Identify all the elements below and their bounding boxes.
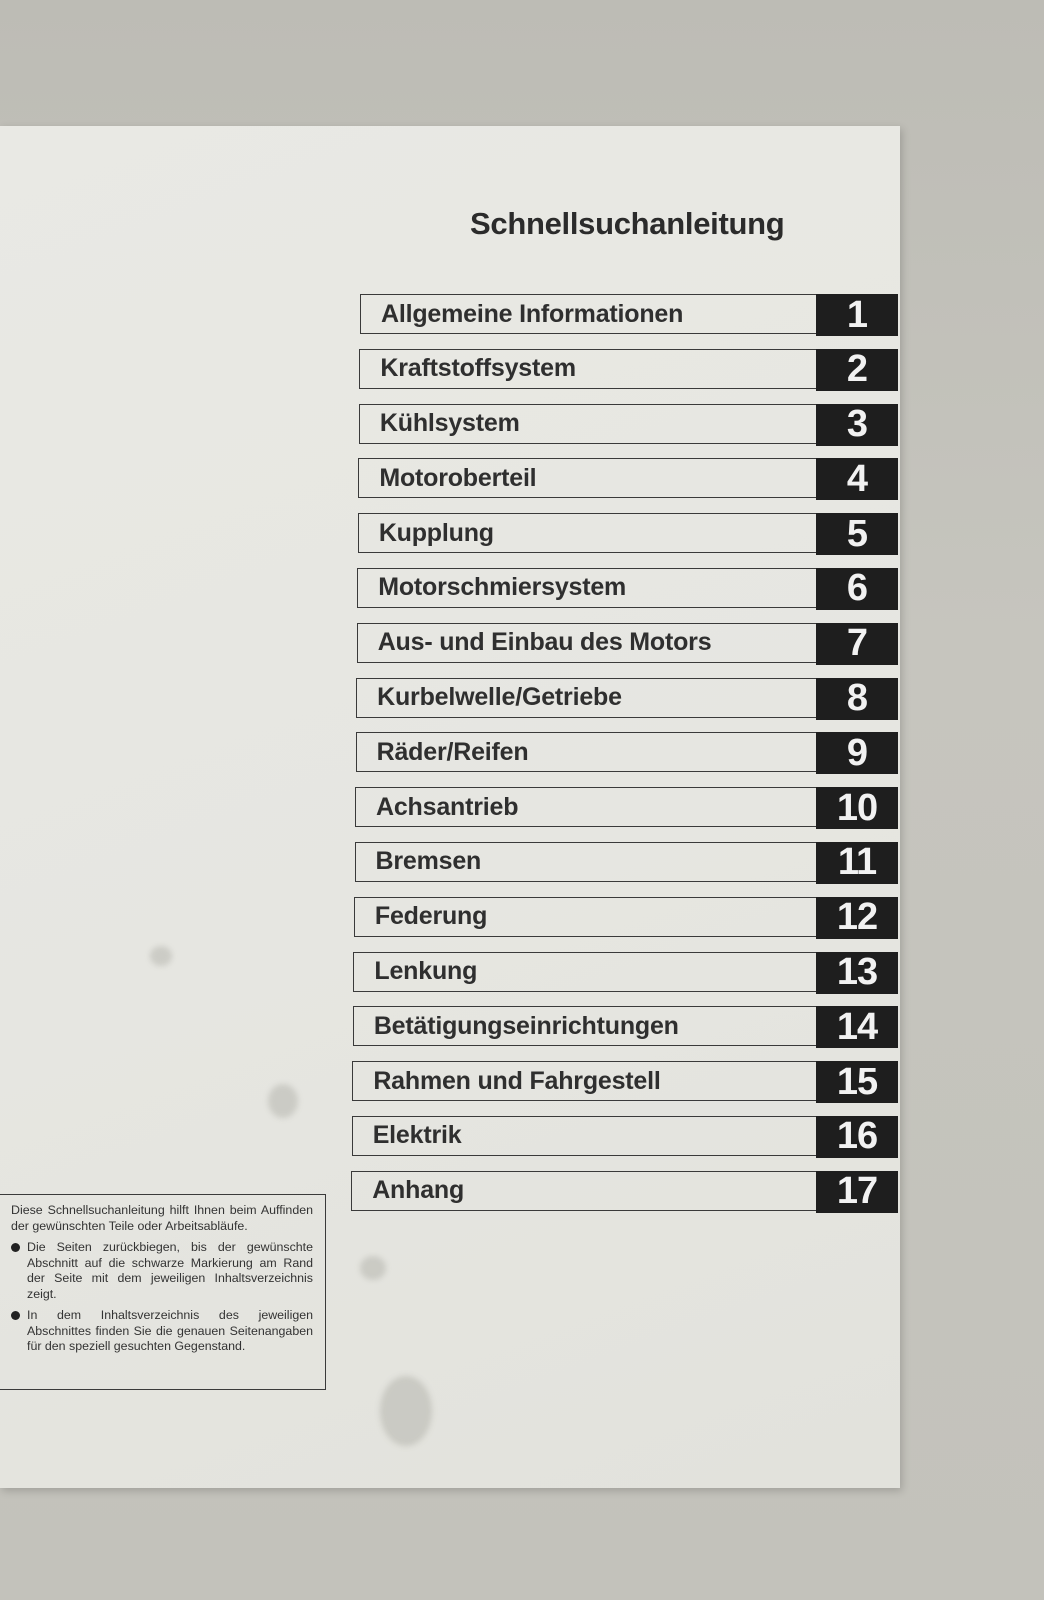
section-row [355, 842, 899, 882]
section-label: Räder/Reifen [376, 737, 529, 766]
section-row [354, 897, 898, 937]
section-index [360, 294, 898, 1226]
section-row [353, 952, 898, 992]
section-number-tab: 17 [816, 1171, 898, 1213]
section-label: Bremsen [375, 847, 482, 876]
section-row [351, 1171, 898, 1211]
page-smudge [268, 1084, 298, 1118]
section-row [357, 568, 898, 608]
section-row [358, 513, 898, 553]
section-row [359, 404, 898, 444]
section-number-tab: 2 [816, 349, 898, 391]
section-number-tab: 14 [816, 1006, 898, 1048]
note-bullet-item [11, 1240, 313, 1302]
section-label: Achsantrieb [376, 792, 519, 821]
section-label: Betätigungseinrichtungen [373, 1011, 679, 1040]
section-label: Kurbelwelle/Getriebe [377, 683, 622, 712]
section-label: Motorschmiersystem [378, 573, 627, 602]
bullet-icon [11, 1311, 20, 1320]
section-row [353, 1006, 898, 1046]
note-bullet-text: In dem Inhaltsverzeichnis des jeweiligen Abschnittes finden Sie die genauen Seitenangaben für den speziell gesuchten Gegenstand. [27, 1308, 313, 1353]
section-number-tab: 4 [816, 458, 898, 500]
note-bullets [11, 1240, 313, 1355]
section-number-tab: 10 [816, 787, 898, 829]
section-label: Kraftstoffsystem [380, 354, 576, 383]
page-smudge [360, 1256, 386, 1280]
section-row [359, 349, 898, 389]
section-label: Kupplung [378, 518, 494, 547]
section-number-tab: 5 [816, 513, 898, 555]
section-label: Federung [374, 902, 488, 931]
usage-note [0, 1194, 326, 1390]
page-smudge [150, 946, 172, 966]
section-number-tab: 15 [816, 1061, 898, 1103]
section-number-tab: 12 [816, 897, 898, 939]
section-number-tab: 16 [816, 1116, 898, 1158]
section-label: Kühlsystem [379, 409, 520, 438]
section-number-tab: 8 [816, 678, 898, 720]
page-title: Schnellsuchanleitung [470, 206, 785, 241]
section-label: Anhang [372, 1176, 465, 1205]
section-row [355, 787, 898, 827]
page-smudge [380, 1376, 432, 1446]
section-number-tab: 6 [816, 568, 898, 610]
section-number-tab: 7 [816, 623, 898, 665]
section-number-tab: 3 [816, 404, 898, 446]
section-row [356, 732, 898, 772]
section-row [352, 1061, 898, 1101]
section-label: Lenkung [374, 957, 478, 986]
section-row [357, 623, 898, 663]
section-row [360, 294, 898, 334]
section-label: Aus- und Einbau des Motors [377, 628, 712, 657]
section-label: Allgemeine Informationen [381, 299, 684, 328]
section-row [358, 458, 898, 498]
manual-page [0, 126, 900, 1488]
note-intro: Diese Schnellsuchanleitung hilft Ihnen beim Auffinden der gewünschten Teile oder Arbeitsabläufe. [11, 1203, 313, 1233]
bullet-icon [11, 1243, 20, 1252]
section-row [352, 1116, 898, 1156]
note-bullet-item [11, 1308, 313, 1355]
section-number-tab: 11 [816, 842, 898, 884]
section-row [356, 678, 898, 718]
section-number-tab: 1 [816, 294, 898, 336]
section-label: Elektrik [372, 1121, 462, 1150]
note-bullet-text: Die Seiten zurückbiegen, bis der gewünschte Abschnitt auf die schwarze Markierung am Rand der Seite mit dem jeweiligen Inhaltsverzeichnis zeigt. [27, 1240, 313, 1301]
section-label: Rahmen und Fahrgestell [373, 1066, 661, 1095]
section-number-tab: 13 [816, 952, 898, 994]
section-label: Motoroberteil [379, 463, 537, 492]
section-number-tab: 9 [816, 732, 898, 774]
